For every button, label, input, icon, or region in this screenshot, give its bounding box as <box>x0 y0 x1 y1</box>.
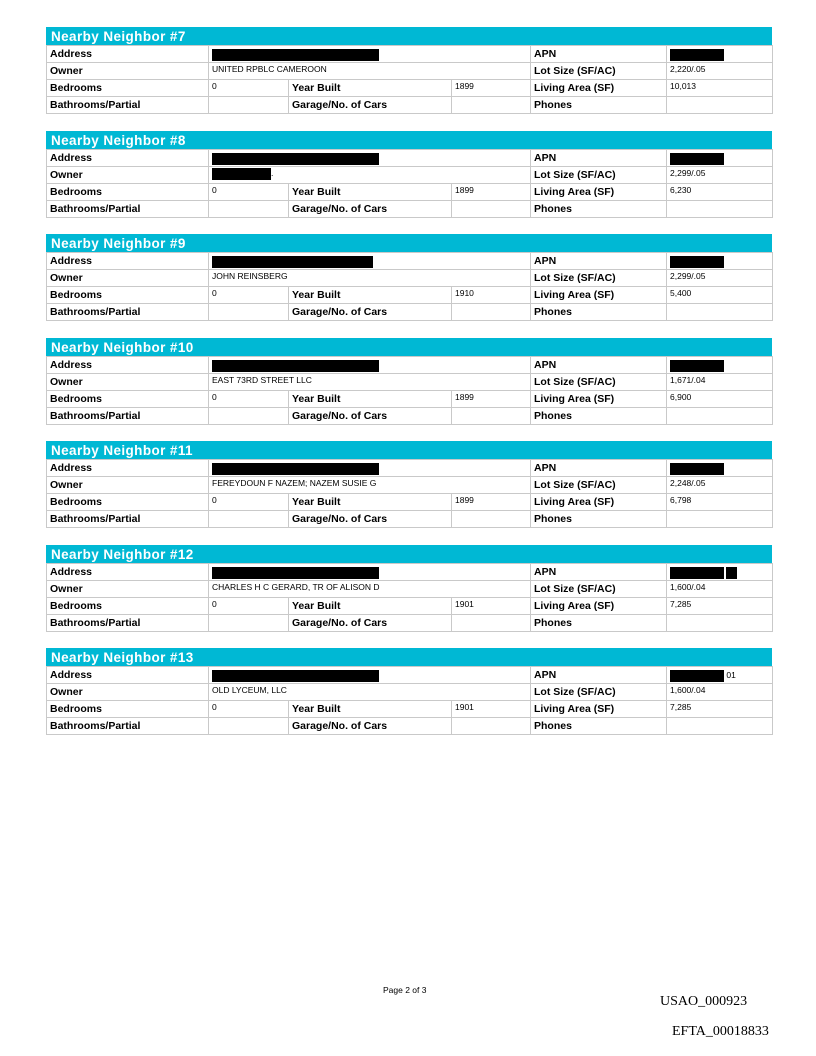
owner-value: FEREYDOUN F NAZEM; NAZEM SUSIE G <box>212 478 377 488</box>
address-label: Address <box>47 46 209 63</box>
table-row <box>47 391 773 408</box>
neighbor-block <box>46 234 772 321</box>
lot-size-label: Lot Size (SF/AC) <box>531 167 667 184</box>
bathrooms-label: Bathrooms/Partial <box>47 97 209 114</box>
table-row <box>47 667 773 684</box>
year-built-value: 1899 <box>452 391 531 408</box>
owner-label: Owner <box>47 684 209 701</box>
owner-cell <box>209 581 531 598</box>
garage-value <box>452 304 531 321</box>
owner-value: JOHN REINSBERG <box>212 271 288 281</box>
bathrooms-value <box>209 718 289 735</box>
garage-value <box>452 97 531 114</box>
garage-value <box>452 511 531 528</box>
bathrooms-value <box>209 408 289 425</box>
neighbor-table <box>46 252 773 321</box>
redaction-bar <box>726 567 737 579</box>
bedrooms-label: Bedrooms <box>47 701 209 718</box>
living-area-value: 7,285 <box>667 598 773 615</box>
table-row <box>47 684 773 701</box>
table-row <box>47 184 773 201</box>
table-row <box>47 718 773 735</box>
year-built-label: Year Built <box>289 391 452 408</box>
garage-label: Garage/No. of Cars <box>289 511 452 528</box>
apn-value <box>667 564 773 581</box>
living-area-label: Living Area (SF) <box>531 391 667 408</box>
phones-value <box>667 97 773 114</box>
bathrooms-label: Bathrooms/Partial <box>47 615 209 632</box>
phones-label: Phones <box>531 304 667 321</box>
owner-cell <box>209 477 531 494</box>
lot-size-label: Lot Size (SF/AC) <box>531 63 667 80</box>
garage-value <box>452 201 531 218</box>
bates-number-efta: EFTA_00018833 <box>672 1024 769 1039</box>
neighbor-title: Nearby Neighbor #8 <box>46 131 772 149</box>
owner-label: Owner <box>47 477 209 494</box>
neighbor-title: Nearby Neighbor #9 <box>46 234 772 252</box>
table-row <box>47 357 773 374</box>
lot-size-label: Lot Size (SF/AC) <box>531 270 667 287</box>
living-area-label: Living Area (SF) <box>531 287 667 304</box>
lot-size-value: 1,600/.04 <box>667 581 773 598</box>
apn-value <box>667 46 773 63</box>
bathrooms-value <box>209 304 289 321</box>
bedrooms-label: Bedrooms <box>47 494 209 511</box>
neighbor-block <box>46 648 772 735</box>
table-row <box>47 201 773 218</box>
apn-suffix: 01 <box>726 670 736 680</box>
year-built-label: Year Built <box>289 494 452 511</box>
living-area-value: 6,900 <box>667 391 773 408</box>
table-row <box>47 304 773 321</box>
year-built-value: 1901 <box>452 598 531 615</box>
lot-size-value: 1,600/.04 <box>667 684 773 701</box>
redaction-bar <box>670 49 724 61</box>
living-area-value: 10,013 <box>667 80 773 97</box>
table-row <box>47 477 773 494</box>
owner-label: Owner <box>47 581 209 598</box>
apn-value <box>667 253 773 270</box>
apn-label: APN <box>531 253 667 270</box>
table-row <box>47 287 773 304</box>
phones-value <box>667 615 773 632</box>
address-value <box>209 253 531 270</box>
neighbor-table <box>46 45 773 114</box>
living-area-label: Living Area (SF) <box>531 701 667 718</box>
bates-number-usao: USAO_000923 <box>660 994 748 1009</box>
owner-value: UNITED RPBLC CAMEROON <box>212 64 327 74</box>
bathrooms-value <box>209 511 289 528</box>
bathrooms-label: Bathrooms/Partial <box>47 408 209 425</box>
garage-label: Garage/No. of Cars <box>289 615 452 632</box>
address-label: Address <box>47 357 209 374</box>
phones-label: Phones <box>531 615 667 632</box>
bedrooms-value: 0 <box>209 391 289 408</box>
table-row <box>47 494 773 511</box>
address-label: Address <box>47 667 209 684</box>
apn-value <box>667 357 773 374</box>
address-value <box>209 667 531 684</box>
garage-label: Garage/No. of Cars <box>289 97 452 114</box>
address-value <box>209 46 531 63</box>
bathrooms-label: Bathrooms/Partial <box>47 304 209 321</box>
phones-label: Phones <box>531 511 667 528</box>
year-built-value: 1899 <box>452 80 531 97</box>
lot-size-value: 2,299/.05 <box>667 167 773 184</box>
bathrooms-label: Bathrooms/Partial <box>47 718 209 735</box>
redaction-bar <box>670 153 724 165</box>
redaction-bar <box>212 168 274 180</box>
neighbor-block <box>46 441 772 528</box>
living-area-label: Living Area (SF) <box>531 184 667 201</box>
owner-cell <box>209 63 531 80</box>
lot-size-label: Lot Size (SF/AC) <box>531 581 667 598</box>
year-built-value: 1899 <box>452 494 531 511</box>
table-row <box>47 564 773 581</box>
table-row <box>47 167 773 184</box>
year-built-label: Year Built <box>289 184 452 201</box>
owner-label: Owner <box>47 374 209 391</box>
phones-label: Phones <box>531 718 667 735</box>
bedrooms-label: Bedrooms <box>47 80 209 97</box>
garage-label: Garage/No. of Cars <box>289 408 452 425</box>
address-value <box>209 150 531 167</box>
phones-value <box>667 408 773 425</box>
redaction-bar <box>670 670 724 682</box>
redaction-bar <box>670 463 724 475</box>
apn-label: APN <box>531 357 667 374</box>
owner-cell <box>209 684 531 701</box>
lot-size-label: Lot Size (SF/AC) <box>531 374 667 391</box>
bedrooms-label: Bedrooms <box>47 598 209 615</box>
table-row <box>47 598 773 615</box>
redaction-bar <box>212 360 379 372</box>
redaction-bar <box>212 49 379 61</box>
apn-label: APN <box>531 460 667 477</box>
table-row <box>47 80 773 97</box>
bedrooms-value: 0 <box>209 598 289 615</box>
bathrooms-value <box>209 97 289 114</box>
lot-size-label: Lot Size (SF/AC) <box>531 684 667 701</box>
table-row <box>47 408 773 425</box>
redaction-bar <box>670 360 724 372</box>
redaction-bar <box>670 567 724 579</box>
garage-value <box>452 615 531 632</box>
phones-label: Phones <box>531 408 667 425</box>
neighbor-title: Nearby Neighbor #7 <box>46 27 772 45</box>
redaction-bar <box>670 256 724 268</box>
lot-size-value: 2,248/.05 <box>667 477 773 494</box>
year-built-label: Year Built <box>289 701 452 718</box>
year-built-value: 1910 <box>452 287 531 304</box>
neighbor-title: Nearby Neighbor #13 <box>46 648 772 666</box>
owner-label: Owner <box>47 167 209 184</box>
apn-value <box>667 460 773 477</box>
neighbor-block <box>46 545 772 632</box>
table-row <box>47 615 773 632</box>
neighbor-block <box>46 131 772 218</box>
table-row <box>47 150 773 167</box>
apn-label: APN <box>531 564 667 581</box>
redaction-bar <box>212 256 373 268</box>
garage-value <box>452 718 531 735</box>
apn-value <box>667 667 773 684</box>
apn-value <box>667 150 773 167</box>
redaction-bar <box>212 463 379 475</box>
garage-label: Garage/No. of Cars <box>289 201 452 218</box>
owner-cell <box>209 374 531 391</box>
apn-label: APN <box>531 150 667 167</box>
neighbor-table <box>46 149 773 218</box>
bedrooms-value: 0 <box>209 80 289 97</box>
table-row <box>47 701 773 718</box>
table-row <box>47 374 773 391</box>
bathrooms-value <box>209 201 289 218</box>
bedrooms-value: 0 <box>209 184 289 201</box>
address-label: Address <box>47 150 209 167</box>
garage-label: Garage/No. of Cars <box>289 718 452 735</box>
neighbor-block <box>46 27 772 114</box>
redaction-bar <box>212 153 379 165</box>
owner-cell <box>209 270 531 287</box>
bathrooms-label: Bathrooms/Partial <box>47 201 209 218</box>
garage-label: Garage/No. of Cars <box>289 304 452 321</box>
neighbor-title: Nearby Neighbor #12 <box>46 545 772 563</box>
living-area-value: 6,798 <box>667 494 773 511</box>
apn-label: APN <box>531 667 667 684</box>
owner-label: Owner <box>47 63 209 80</box>
address-label: Address <box>47 460 209 477</box>
table-row <box>47 46 773 63</box>
owner-cell <box>209 167 531 184</box>
table-row <box>47 581 773 598</box>
phones-value <box>667 304 773 321</box>
neighbor-block <box>46 338 772 425</box>
neighbor-table <box>46 459 773 528</box>
redaction-bar <box>212 670 379 682</box>
living-area-label: Living Area (SF) <box>531 598 667 615</box>
apn-label: APN <box>531 46 667 63</box>
phones-value <box>667 201 773 218</box>
lot-size-value: 2,299/.05 <box>667 270 773 287</box>
bedrooms-label: Bedrooms <box>47 391 209 408</box>
lot-size-value: 1,671/.04 <box>667 374 773 391</box>
table-row <box>47 270 773 287</box>
living-area-label: Living Area (SF) <box>531 494 667 511</box>
redaction-bar <box>212 567 379 579</box>
table-row <box>47 460 773 477</box>
neighbor-title: Nearby Neighbor #10 <box>46 338 772 356</box>
neighbor-table <box>46 356 773 425</box>
owner-value: OLD LYCEUM, LLC <box>212 685 287 695</box>
bedrooms-value: 0 <box>209 494 289 511</box>
year-built-value: 1899 <box>452 184 531 201</box>
table-row <box>47 511 773 528</box>
address-value <box>209 564 531 581</box>
phones-label: Phones <box>531 201 667 218</box>
year-built-label: Year Built <box>289 287 452 304</box>
bedrooms-label: Bedrooms <box>47 287 209 304</box>
bedrooms-value: 0 <box>209 287 289 304</box>
living-area-label: Living Area (SF) <box>531 80 667 97</box>
phones-value <box>667 511 773 528</box>
living-area-value: 6,230 <box>667 184 773 201</box>
address-value <box>209 460 531 477</box>
bathrooms-label: Bathrooms/Partial <box>47 511 209 528</box>
owner-value: EAST 73RD STREET LLC <box>212 375 312 385</box>
bedrooms-label: Bedrooms <box>47 184 209 201</box>
lot-size-label: Lot Size (SF/AC) <box>531 477 667 494</box>
garage-value <box>452 408 531 425</box>
living-area-value: 7,285 <box>667 701 773 718</box>
phones-label: Phones <box>531 97 667 114</box>
phones-value <box>667 718 773 735</box>
neighbor-table <box>46 666 773 735</box>
year-built-label: Year Built <box>289 598 452 615</box>
address-value <box>209 357 531 374</box>
living-area-value: 5,400 <box>667 287 773 304</box>
table-row <box>47 253 773 270</box>
owner-suffix: . <box>271 168 274 178</box>
address-label: Address <box>47 564 209 581</box>
table-row <box>47 97 773 114</box>
bedrooms-value: 0 <box>209 701 289 718</box>
page-number: Page 2 of 3 <box>383 985 427 995</box>
table-row <box>47 63 773 80</box>
address-label: Address <box>47 253 209 270</box>
neighbor-title: Nearby Neighbor #11 <box>46 441 772 459</box>
owner-label: Owner <box>47 270 209 287</box>
year-built-value: 1901 <box>452 701 531 718</box>
owner-value: CHARLES H C GERARD, TR OF ALISON D <box>212 582 380 592</box>
bathrooms-value <box>209 615 289 632</box>
lot-size-value: 2,220/.05 <box>667 63 773 80</box>
year-built-label: Year Built <box>289 80 452 97</box>
neighbor-table <box>46 563 773 632</box>
